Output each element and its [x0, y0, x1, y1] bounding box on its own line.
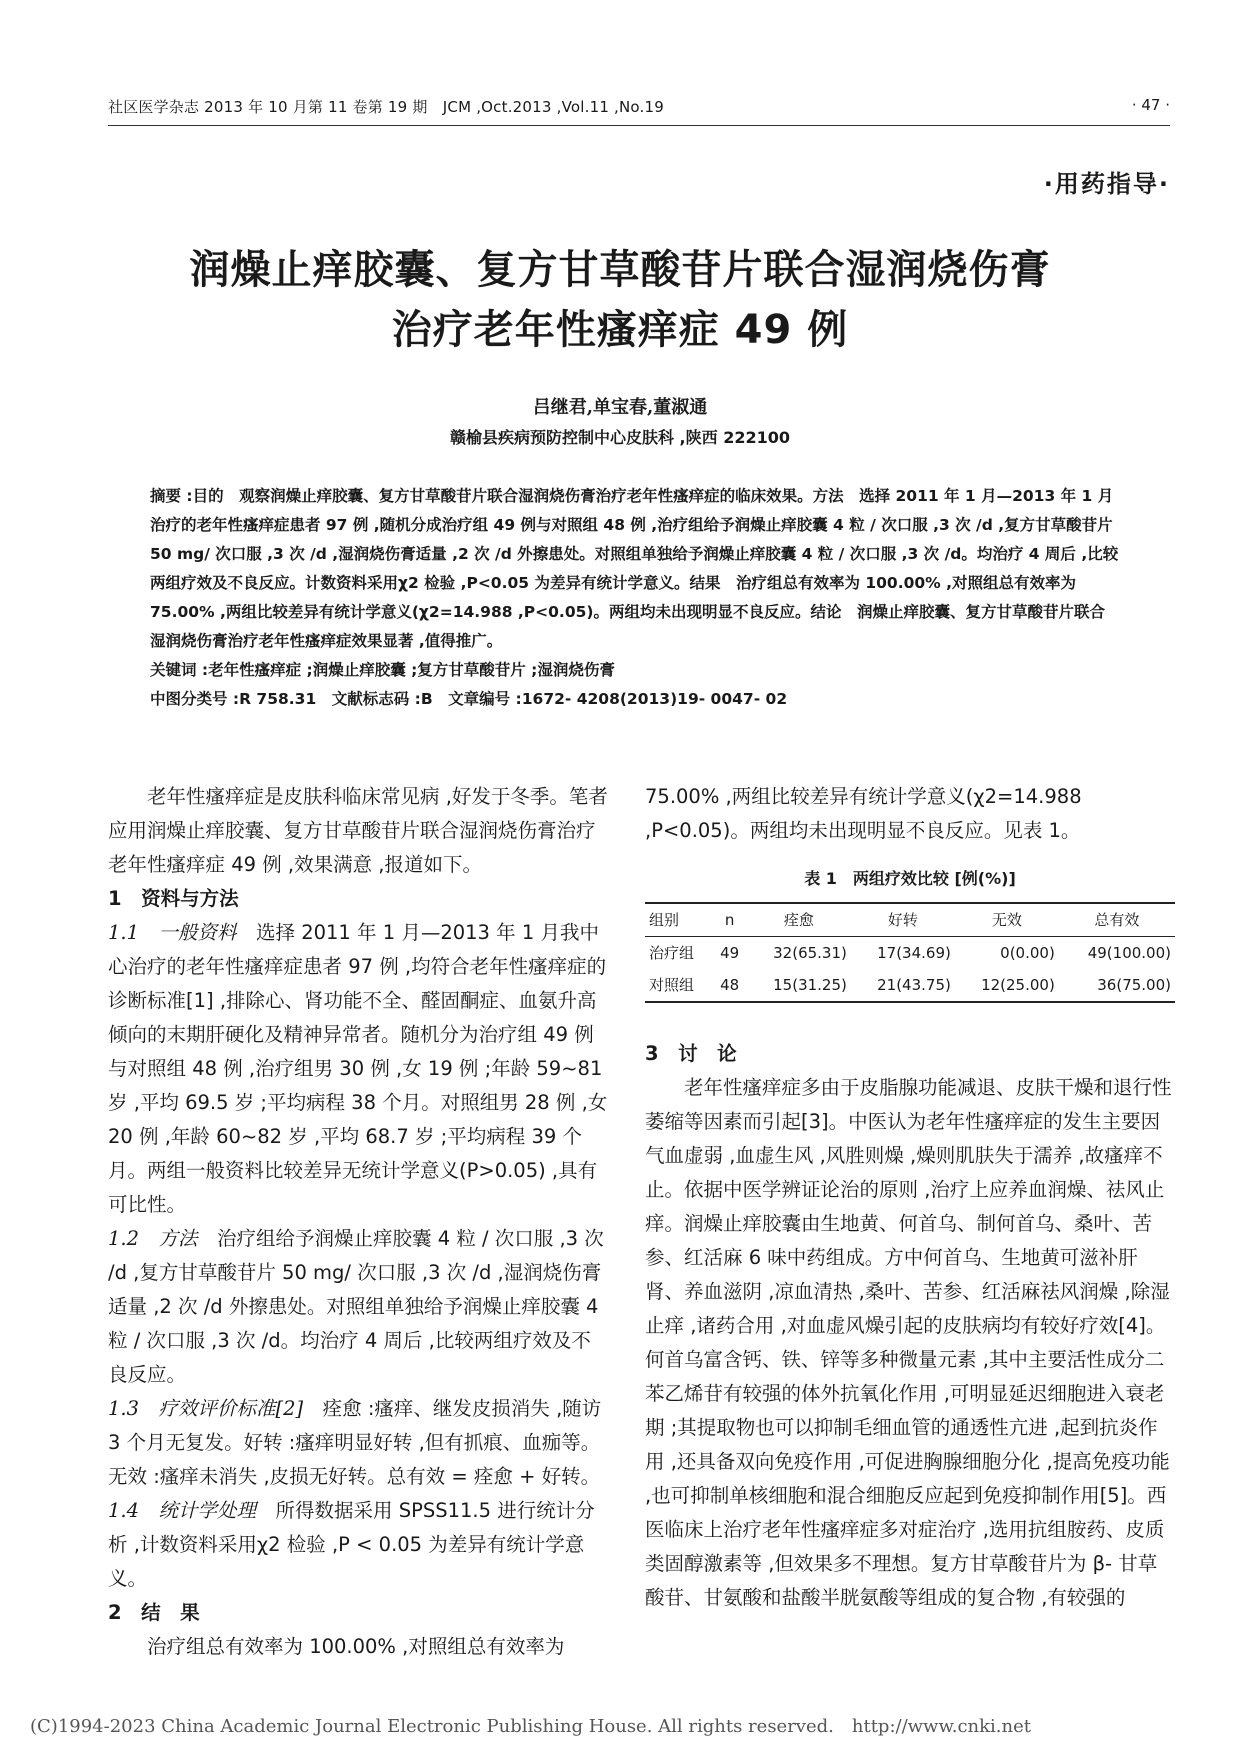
results-continued: 75.00% ,两组比较差异有统计学意义(χ2=14.988 ,P<0.05)。两组均未出现明显不良反应。见表 1。 — [645, 785, 1082, 842]
table-cell: 0(0.00) — [1000, 944, 1055, 962]
table-header: 痊愈 — [747, 903, 851, 937]
table-cell: 12(25.00) — [955, 969, 1059, 1002]
table-cell: 17(34.69) — [877, 944, 951, 962]
copyright-footer: (C)1994-2023 China Academic Journal Electronic Publishing House. All rights reserved. http://www.cnki.net — [30, 1716, 1031, 1737]
table-title: 表 1 两组疗效比较 [例(%)] — [804, 869, 1016, 888]
paragraph-1-4 — [108, 1494, 610, 1596]
heading-methods: 1 资料与方法 — [108, 887, 239, 910]
table-header-row — [645, 903, 1175, 937]
table-cell: 36(75.00) — [1059, 969, 1175, 1002]
table-row — [645, 969, 1175, 1002]
table-row — [645, 937, 1175, 970]
paragraph-1-2 — [108, 1222, 610, 1392]
table-cell: 32(65.31) — [773, 944, 847, 962]
authors: 吕继君,单宝春,董淑通 — [532, 397, 708, 418]
table-header: 组别 — [645, 903, 712, 937]
subheading-1-2: 1.2 方法 — [108, 1227, 198, 1250]
results-paragraph: 治疗组总有效率为 100.00% ,对照组总有效率为 — [147, 1635, 565, 1658]
header-rule — [108, 125, 1170, 126]
discussion-paragraph: 老年性瘙痒症多由于皮脂腺功能减退、皮肤干燥和退行性萎缩等因素而引起[3]。中医认为老年性瘙痒症的发生主要因气血虚弱 ,血虚生风 ,风胜则燥 ,燥则肌肤失于濡养 ,故瘙痒不止。依据中医学辨证论治的原则 ,治疗上应养血润燥、祛风止痒。润燥止痒胶囊由生地黄、何首乌、制何首乌、桑叶、苦参、红活麻 6 味中药组成。方中何首乌、生地黄可滋补肝肾、养血滋阴 ,凉血清热 ,桑叶、苦参、红活麻祛风润燥 ,除湿止痒 ,诸药合用 ,对血虚风燥引起的皮肤病均有较好疗效[4]。何首乌富含钙、铁、锌等多种微量元素 ,其中主要活性成分二苯乙烯苷有较强的体外抗氧化作用 ,可明显延迟细胞进入衰老期 ;其提取物也可以抑制毛细血管的通透性亢进 ,起到抗炎作用 ,还具备双向免疫作用 ,可促进胸腺细胞分化 ,提高免疫功能 ,也可抑制单核细胞和混合细胞反应起到免疫抑制作用[5]。西医临床上治疗老年性瘙痒症多对症治疗 ,选用抗组胺药、皮质类固醇激素等 ,但效果多不理想。复方甘草酸苷片为 β- 甘草酸苷、甘氨酸和盐酸半胱氨酸等组成的复合物 ,有较强的 — [645, 1076, 1172, 1609]
table-header: 无效 — [955, 903, 1059, 937]
article-title-line1: 润燥止痒胶囊、复方甘草酸苷片联合湿润烧伤膏 — [189, 247, 1051, 293]
classification: 中图分类号 :R 758.31 文献标志码 :B 文章编号 :1672- 4208(2013)19- 0047- 02 — [150, 690, 788, 708]
abstract-block — [150, 482, 1120, 714]
text-1-4: 所得数据采用 SPSS11.5 进行统计分析 ,计数资料采用χ2 检验 ,P < 0.05 为差异有统计学意义。 — [108, 1499, 595, 1590]
right-column — [645, 780, 1175, 1615]
subheading-1-4: 1.4 统计学处理 — [108, 1499, 257, 1522]
article-title-line2: 治疗老年性瘙痒症 49 例 — [391, 307, 849, 353]
text-1-2: 治疗组给予润燥止痒胶囊 4 粒 / 次口服 ,3 次 /d ,复方甘草酸苷片 50 mg/ 次口服 ,3 次 /d ,湿润烧伤膏适量 ,2 次 /d 外擦患处。对照组单独给予润燥止痒胶囊 4 粒 / 次口服 ,3 次 /d。均治疗 4 周后 ,比较两组疗效及不良反应。 — [108, 1227, 604, 1386]
paragraph-1-3 — [108, 1392, 610, 1494]
table-cell: 治疗组 — [649, 944, 695, 962]
left-column — [108, 780, 610, 1664]
table-cell: 48 — [712, 969, 746, 1002]
table-cell: 49(100.00) — [1087, 944, 1171, 962]
intro-paragraph: 老年性瘙痒症是皮肤科临床常见病 ,好发于冬季。笔者应用润燥止痒胶囊、复方甘草酸苷片联合湿润烧伤膏治疗老年性瘙痒症 49 例 ,效果满意 ,报道如下。 — [108, 785, 608, 876]
text-1-1: 选择 2011 年 1 月—2013 年 1 月我中心治疗的老年性瘙痒症患者 97 例 ,均符合老年性瘙痒症的诊断标准[1] ,排除心、肾功能不全、醛固酮症、血氨升高倾向的末期肝硬化及精神异常者。随机分为治疗组 49 例与对照组 48 例 ,治疗组男 30 例 ,女 19 例 ;年龄 59~81 岁 ,平均 69.5 岁 ;平均病程 38 个月。对照组男 28 例 ,女 20 例 ,年龄 60~82 岁 ,平均 68.7 岁 ;平均病程 39 个月。两组一般资料比较差异无统计学意义(P>0.05) ,具有可比性。 — [108, 921, 608, 1216]
text-1-3: 痊愈 :瘙痒、继发皮损消失 ,随访 3 个月无复发。好转 :瘙痒明显好转 ,但有抓痕、血痂等。无效 :瘙痒未消失 ,皮损无好转。总有效 = 痊愈 + 好转。 — [108, 1397, 602, 1488]
subheading-1-3: 1.3 疗效评价标准[2] — [108, 1397, 304, 1420]
page-number: · 47 · — [1131, 96, 1170, 114]
paragraph-1-1 — [108, 916, 610, 1222]
affiliation: 赣榆县疾病预防控制中心皮肤科 ,陕西 222100 — [449, 428, 791, 447]
table-cell: 21(43.75) — [851, 969, 955, 1002]
subheading-1-1: 1.1 一般资料 — [108, 921, 237, 944]
table-cell: 15(31.25) — [747, 969, 851, 1002]
section-label: ·用药指导· — [1043, 170, 1170, 198]
table-header: 总有效 — [1059, 903, 1175, 937]
heading-results: 2 结 果 — [108, 1601, 200, 1624]
running-header-journal: 社区医学杂志 2013 年 10 月第 11 卷第 19 期 JCM ,Oct.2013 ,Vol.11 ,No.19 — [108, 98, 664, 116]
results-table — [645, 902, 1175, 1003]
table-cell: 对照组 — [645, 969, 712, 1002]
heading-discussion: 3 讨 论 — [645, 1042, 737, 1065]
table-header: 好转 — [851, 903, 955, 937]
table-cell: 49 — [720, 944, 740, 962]
abstract-text: 摘要 :目的 观察润燥止痒胶囊、复方甘草酸苷片联合湿润烧伤膏治疗老年性瘙痒症的临床效果。方法 选择 2011 年 1 月—2013 年 1 月治疗的老年性瘙痒症患者 97 例 ,随机分成治疗组 49 例与对照组 48 例 ,治疗组给予润燥止痒胶囊 4 粒 / 次口服 ,3 次 /d ,复方甘草酸苷片 50 mg/ 次口服 ,3 次 /d ,湿润烧伤膏适量 ,2 次 /d 外擦患处。对照组单独给予润燥止痒胶囊 4 粒 / 次口服 ,3 次 /d。均治疗 4 周后 ,比较两组疗效及不良反应。计数资料采用χ2 检验 ,P<0.05 为差异有统计学意义。结果 治疗组总有效率为 100.00% ,对照组总有效率为 75.00% ,两组比较差异有统计学意义(χ2=14.988 ,P<0.05)。两组均未出现明显不良反应。结论 润燥止痒胶囊、复方甘草酸苷片联合湿润烧伤膏治疗老年性瘙痒症效果显著 ,值得推广。 — [150, 487, 1119, 650]
table-header: n — [712, 903, 746, 937]
keywords: 关键词 :老年性瘙痒症 ;润燥止痒胶囊 ;复方甘草酸苷片 ;湿润烧伤膏 — [150, 661, 615, 679]
